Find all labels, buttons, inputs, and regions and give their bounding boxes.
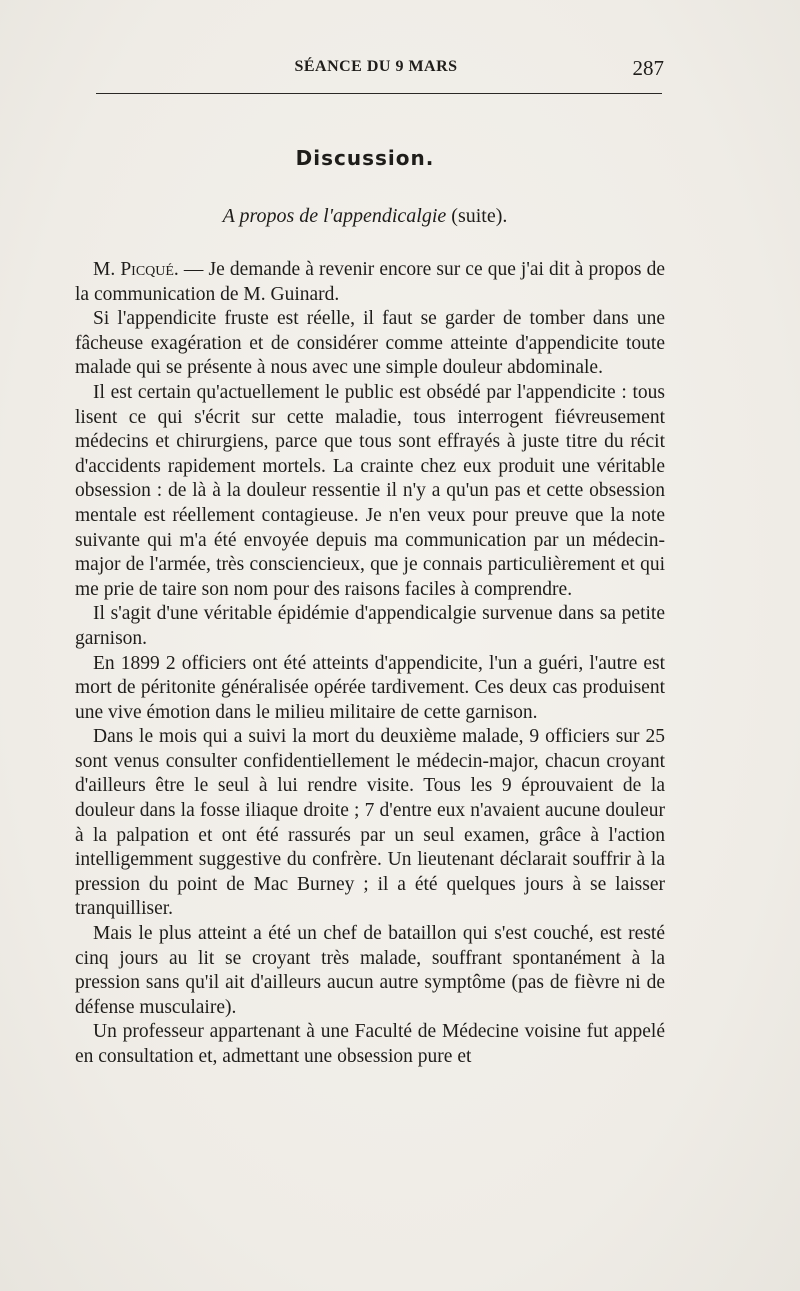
paragraph: Il est certain qu'actuellement le public est obsédé par l'appendicite : tous lisent ce qui s'écrit sur cette maladie, tous interrogent fiévreusement médecins et chirurgiens, parce que tous sont effrayés à juste titre du récit d'accidents rapidement mortels. La crainte chez eux produit une véritable obsession : de là à la douleur ressentie il n'y a qu'un pas et cette obsession mentale est réellement contagieuse. Je n'en veux pour preuve que la note suivante qui m'a été envoyée depuis ma communication par un médecin-major de l'armée, très consciencieux, que je connais particulièrement et qui me prie de taire son nom pour des raisons faciles à comprendre. xyxy=(75,381,665,600)
running-head xyxy=(88,56,664,84)
paragraph-text: — Je demande à revenir encore sur ce que j'ai dit à propos de la communication de M. Guinard. xyxy=(75,259,666,305)
paragraph: Un professeur appartenant à une Faculté de Médecine voisine fut appelé en consultation et, admettant une obsession pure et xyxy=(75,1021,665,1067)
paragraph: Mais le plus atteint a été un chef de bataillon qui s'est couché, est resté cinq jours au lit se croyant très malade, souffrant spontanément à la pression sans qu'il ait d'ailleurs aucun autre symptôme (pas de fièvre ni de défense musculaire). xyxy=(75,923,665,1018)
body-text xyxy=(75,258,665,1070)
subheading-title: A propos de l'appendicalgie xyxy=(222,205,447,227)
paragraph: Si l'appendicite fruste est réelle, il faut se garder de tomber dans une fâcheuse exagération et de considérer comme atteinte d'appendicite toute malade qui se présente à nous avec une simple douleur abdominale. xyxy=(75,308,665,379)
speaker-prefix: M. xyxy=(93,259,116,280)
running-title-day: 9 xyxy=(395,58,404,75)
running-title-month: MARS xyxy=(408,58,458,75)
running-title-prefix: SÉANCE DU xyxy=(294,58,391,75)
paragraph xyxy=(75,258,665,307)
speaker-name: Picqué. xyxy=(120,259,179,280)
paragraph: En 1899 2 officiers ont été atteints d'appendicite, l'un a guéri, l'autre est mort de péritonite généralisée opérée tardivement. Ces deux cas produisent une vive émotion dans le milieu militaire de cette garnison. xyxy=(75,652,665,723)
header-rule xyxy=(96,93,662,94)
section-heading: Discussion. xyxy=(295,146,435,170)
subheading-suite: (suite). xyxy=(451,205,508,227)
paragraph: Dans le mois qui a suivi la mort du deuxième malade, 9 officiers sur 25 sont venus consulter confidentiellement le médecin-major, chacun croyant d'ailleurs être le seul à lui rendre visite. Tous les 9 éprouvaient de la douleur dans la fosse iliaque droite ; 7 d'entre eux n'avaient aucune douleur à la palpation et ont été rassurés par un seul examen, grâce à l'action intelligemment suggestive du confrère. Un lieutenant déclarait souffrir à la pression du point de Mac Burney ; il a été quelques jours à se laisser tranquilliser. xyxy=(75,726,665,920)
running-title xyxy=(88,58,664,76)
page-number: 287 xyxy=(632,56,664,80)
section-subheading xyxy=(0,205,730,228)
paragraph: Il s'agit d'une véritable épidémie d'appendicalgie survenue dans sa petite garnison. xyxy=(75,603,665,649)
